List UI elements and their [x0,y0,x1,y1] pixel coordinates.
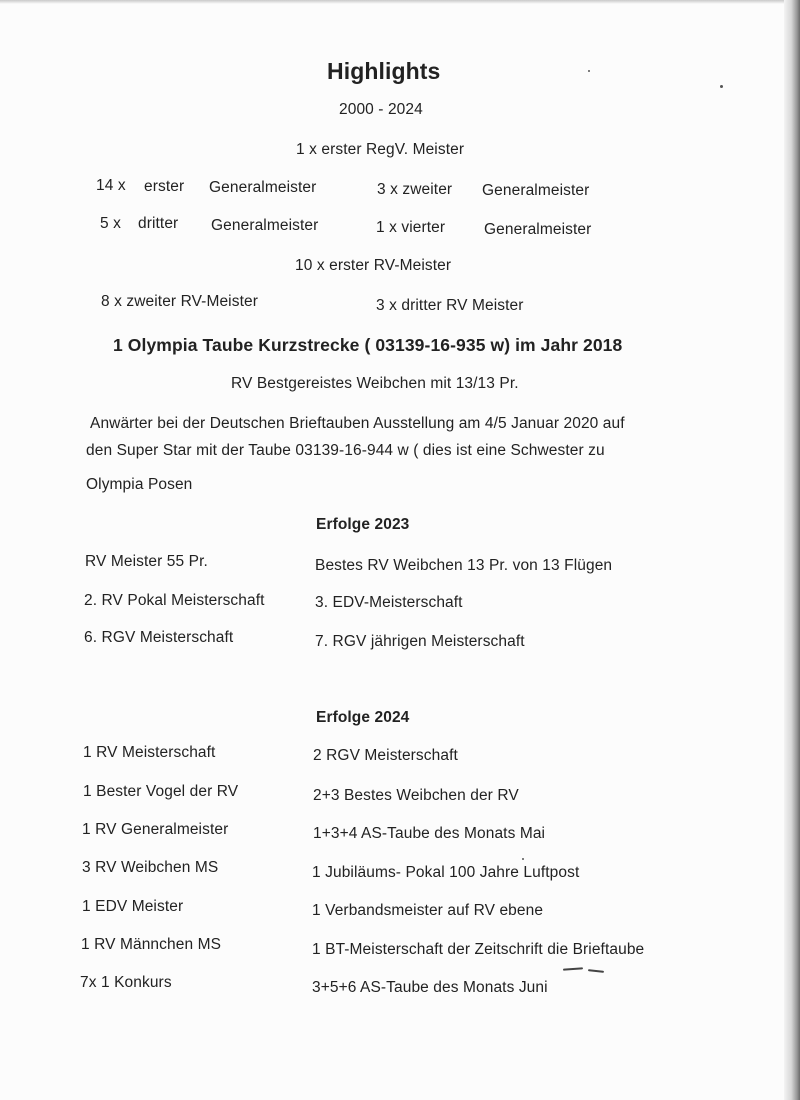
scan-shadow-right [784,0,800,1100]
general-row-1-right-count: 3 x zweiter [377,181,453,198]
erfolge-2024-row-2-left: 1 Bester Vogel der RV [83,783,239,800]
erfolge-2023-row-3-right: 7. RGV jährigen Meisterschaft [315,633,525,650]
rv-second-master: 8 x zweiter RV-Meister [101,293,258,310]
erfolge-2024-row-7-left: 7x 1 Konkurs [80,974,172,991]
erfolge-2024-row-6-left: 1 RV Männchen MS [81,936,222,953]
pen-mark [588,969,604,973]
regv-master-line: 1 x erster RegV. Meister [296,141,465,158]
candidate-text-line-3: Olympia Posen [86,476,193,493]
erfolge-2024-row-5-right: 1 Verbandsmeister auf RV ebene [312,902,544,919]
erfolge-2023-row-3-left: 6. RGV Meisterschaft [84,629,234,646]
candidate-text-line-1: Anwärter bei der Deutschen Brieftauben Ausstellung am 4/5 Januar 2020 auf [90,415,625,432]
erfolge-2024-row-1-left: 1 RV Meisterschaft [83,744,216,761]
erfolge-2023-row-2-left: 2. RV Pokal Meisterschaft [84,592,265,609]
erfolge-2023-heading: Erfolge 2023 [316,516,410,533]
general-row-1-right-title: Generalmeister [482,182,590,199]
erfolge-2024-row-6-right: 1 BT-Meisterschaft der Zeitschrift die Brieftaube [312,941,645,958]
general-row-1-count: 14 x [96,177,126,194]
erfolge-2024-row-4-left: 3 RV Weibchen MS [82,859,219,876]
erfolge-2024-row-3-right: 1+3+4 AS-Taube des Monats Mai [313,825,546,842]
general-row-2-count: 5 x [100,215,121,232]
rv-first-master: 10 x erster RV-Meister [295,257,452,274]
scan-shadow-top [0,0,800,4]
general-row-2-rank: dritter [138,215,179,232]
candidate-text-line-2: den Super Star mit der Taube 03139-16-944 w ( dies ist eine Schwester zu [86,442,605,459]
erfolge-2024-row-4-right: 1 Jubiläums- Pokal 100 Jahre Luftpost [312,864,580,881]
olympia-pigeon-line: 1 Olympia Taube Kurzstrecke ( 03139-16-935 w) im Jahr 2018 [113,335,623,355]
erfolge-2024-row-7-right: 3+5+6 AS-Taube des Monats Juni [312,979,548,996]
pen-mark [563,967,583,970]
general-row-2-title: Generalmeister [211,217,319,234]
period-range: 2000 - 2024 [339,101,423,118]
document-title: Highlights [327,58,441,84]
scan-speck [588,70,590,72]
erfolge-2023-row-1-right: Bestes RV Weibchen 13 Pr. von 13 Flügen [315,557,613,574]
erfolge-2024-row-1-right: 2 RGV Meisterschaft [313,747,458,764]
general-row-2-right-count: 1 x vierter [376,219,446,236]
general-row-1-rank: erster [144,178,185,195]
scan-speck [720,85,723,88]
rv-third-master: 3 x dritter RV Meister [376,297,524,314]
erfolge-2023-row-1-left: RV Meister 55 Pr. [85,553,208,570]
general-row-2-right-title: Generalmeister [484,221,592,238]
best-female-line: RV Bestgereistes Weibchen mit 13/13 Pr. [231,375,519,392]
general-row-1-title: Generalmeister [209,179,317,196]
erfolge-2024-row-3-left: 1 RV Generalmeister [82,821,229,838]
scan-speck [522,858,524,860]
erfolge-2024-heading: Erfolge 2024 [316,709,410,726]
erfolge-2024-row-5-left: 1 EDV Meister [82,898,184,915]
erfolge-2023-row-2-right: 3. EDV-Meisterschaft [315,594,463,611]
erfolge-2024-row-2-right: 2+3 Bestes Weibchen der RV [313,787,519,804]
